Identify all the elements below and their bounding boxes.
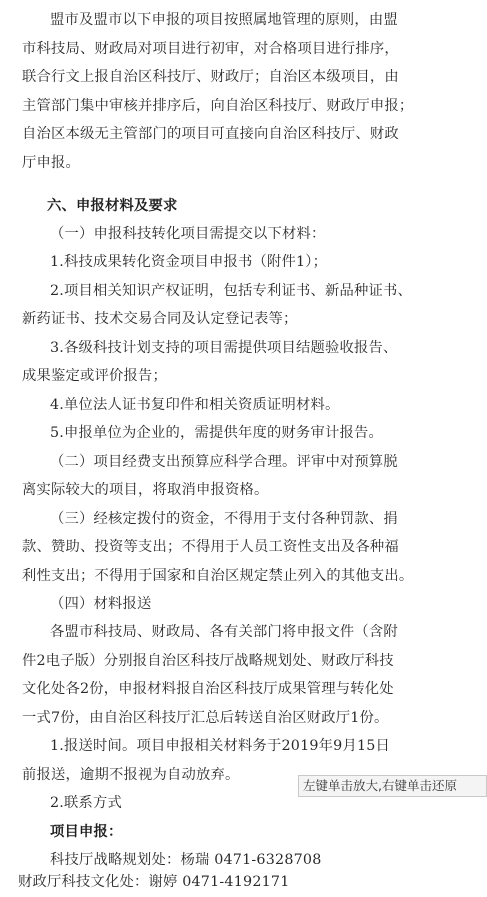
- paragraph-line: 厅申报。: [22, 155, 80, 171]
- paragraph-line: 主管部门集中审核并排序后，向自治区科技厅、财政厅申报；: [22, 98, 414, 114]
- list-item: 1.报送时间。项目申报相关材料务于2019年9月15日: [50, 738, 391, 754]
- paragraph-line: 盟市及盟市以下申报的项目按照属地管理的原则，由盟: [50, 12, 398, 28]
- list-item: 4.单位法人证书复印件和相关资质证明材料。: [50, 397, 340, 413]
- paragraph-line: 款、赞助、投资等支出；不得用于人员工资性支出及各种福: [22, 539, 399, 555]
- zoom-tooltip: 左键单击放大,右键单击还原: [298, 775, 487, 797]
- paragraph-line: 一式7份，由自治区科技厅汇总后转送自治区财政厅1份。: [22, 710, 389, 726]
- paragraph-line: 利性支出；不得用于国家和自治区规定禁止列入的其他支出。: [22, 568, 414, 584]
- section-heading: 六、申报材料及要求: [47, 198, 178, 214]
- list-item: 1.科技成果转化资金项目申报书（附件1）；: [50, 254, 328, 270]
- list-item: 2.项目相关知识产权证明，包括专利证书、新品种证书、: [50, 283, 412, 299]
- list-item-continuation: 前报送，逾期不报视为自动放弃。: [22, 767, 240, 783]
- list-item: 5.申报单位为企业的，需提供年度的财务审计报告。: [50, 425, 383, 441]
- paragraph-line: 离实际较大的项目，将取消申报资格。: [22, 482, 269, 498]
- paragraph-line: 件2电子版）分别报自治区科技厅战略规划处、财政厅科技: [22, 653, 394, 669]
- subsection-heading: （四）材料报送: [50, 596, 152, 612]
- paragraph-line: 各盟市科技局、财政局、各有关部门将申报文件（含附: [50, 624, 398, 640]
- contact-line: 财政厅科技文化处：谢婷 0471-4192171: [18, 874, 290, 890]
- paragraph-line: 自治区本级无主管部门的项目可直接向自治区科技厅、财政: [22, 126, 399, 142]
- paragraph-line: 联合行文上报自治区科技厅、财政厅；自治区本级项目，由: [22, 69, 399, 85]
- contact-line: 科技厅战略规划处：杨瑞 0471-6328708: [50, 852, 322, 868]
- paragraph-line: 文化处各2份，申报材料报自治区科技厅成果管理与转化处: [22, 681, 394, 697]
- list-item-continuation: 新药证书、技术交易合同及认定登记表等；: [22, 311, 298, 327]
- paragraph-line: （三）经核定拨付的资金，不得用于支付各种罚款、捐: [50, 511, 398, 527]
- subsection-heading: （一）申报科技转化项目需提交以下材料：: [50, 226, 326, 242]
- paragraph-line: （二）项目经费支出预算应科学合理。评审中对预算脱: [50, 454, 398, 470]
- list-item-continuation: 成果鉴定或评价报告；: [22, 368, 167, 384]
- paragraph-line: 市科技局、财政局对项目进行初审，对合格项目进行排序，: [22, 41, 399, 57]
- list-item: 2.联系方式: [50, 795, 123, 811]
- contact-heading: 项目申报：: [50, 824, 123, 840]
- list-item: 3.各级科技计划支持的项目需提供项目结题验收报告、: [50, 340, 398, 356]
